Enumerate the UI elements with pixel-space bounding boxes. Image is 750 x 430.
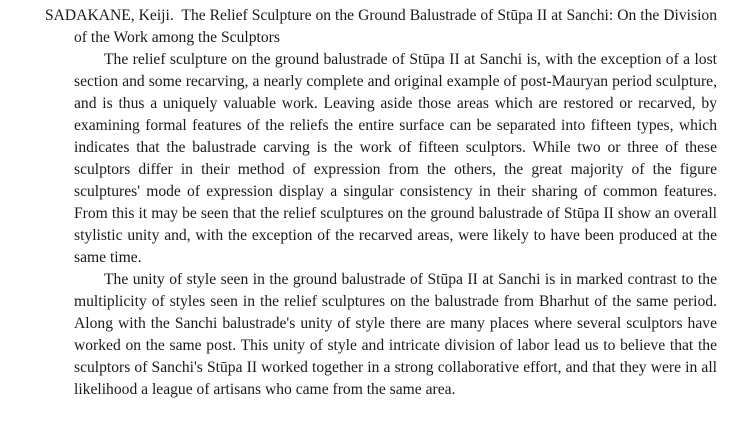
paper-title: The Relief Sculpture on the Ground Balustrade of Stūpa II at Sanchi: On the Division of the Work among the Sculptors xyxy=(74,7,717,46)
abstract-paragraph-1: The relief sculpture on the ground balustrade of Stūpa II at Sanchi is, with the exception of a lost section and some recarving, a nearly complete and original example of post-Mauryan period sculpture, and is thus a uniquely valuable work. Leaving aside those areas which are restored or recarved, by examining formal features of the reliefs the entire surface can be separated into fifteen types, which indicates that the balustrade carving is the work of fifteen sculptors. While two or three of these sculptors differ in their method of expression from the others, the great majority of the figure sculptures' mode of expression display a singular consistency in their sharing of common features. From this it may be seen that the relief sculptures on the ground balustrade of Stūpa II show an overall stylistic unity and, with the exception of the recarved areas, were likely to have been produced at the same time. xyxy=(74,51,717,266)
author-name: SADAKANE, Keiji. xyxy=(45,7,174,24)
entry-header xyxy=(45,5,717,49)
abstract-entry xyxy=(45,5,717,401)
abstract-paragraph-2: The unity of style seen in the ground balustrade of Stūpa II at Sanchi is in marked contrast to the multiplicity of styles seen in the relief sculptures on the balustrade from Bharhut of the same period. Along with the Sanchi balustrade's unity of style there are many places where several sculptors have worked on the same post. This unity of style and intricate division of labor lead us to believe that the sculptors of Sanchi's Stūpa II worked together in a strong collaborative effort, and that they were in all likelihood a league of artisans who came from the same area. xyxy=(74,271,717,398)
